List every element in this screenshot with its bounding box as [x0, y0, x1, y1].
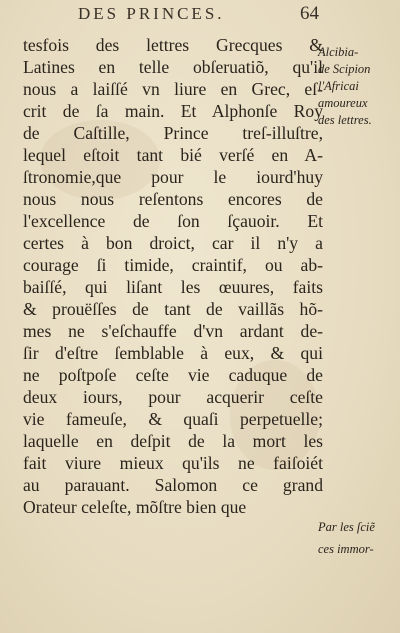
text-line: vie fameuſe, & quaſi perpetuelle;	[23, 409, 323, 429]
text-line: fait viure mieux qu'ils ne faiſoiét	[23, 453, 323, 473]
text-line: au parauant. Salomon ce grand	[23, 475, 323, 495]
text-line: baiſſé, qui liſant les œuures, faits	[23, 277, 323, 297]
text-line: l'excellence de ſon ſçauoir. Et	[23, 211, 323, 231]
margin-note-line: Alcibia-	[318, 45, 359, 59]
text-line: certes à bon droict, car il n'y a	[23, 233, 323, 253]
margin-note-lower	[318, 516, 375, 560]
text-line: ſir d'eſtre ſemblable à eux, & qui	[23, 343, 323, 363]
text-line: courage ſi timide, craintif, ou ab-	[23, 255, 323, 275]
running-head: DES PRINCES.	[78, 4, 225, 23]
body-text	[23, 34, 323, 518]
text-line: laquelle en deſpit de la mort les	[23, 431, 323, 451]
text-line: de Caſtille, Prince treſ-illuſtre,	[23, 123, 323, 143]
text-line: deux iours, pour acquerir ceſte	[23, 387, 323, 407]
text-line: tesfois des lettres Grecques &	[23, 35, 323, 55]
margin-note-line: amoureux	[318, 96, 368, 110]
margin-note-line: Par les ſciẽ	[318, 520, 375, 534]
text-line: nous nous reſentons encores de	[23, 189, 323, 209]
page-number: 64	[300, 3, 319, 24]
margin-note-line: des lettres.	[318, 113, 372, 127]
margin-note-line: l'Africai	[318, 79, 359, 93]
text-line: crit de ſa main. Et Alphonſe Roy	[23, 101, 323, 121]
text-line: nous a laiſſé vn liure en Grec, eſ-	[23, 79, 323, 99]
text-line: Latines en telle obſeruatiõ, qu'il	[23, 57, 323, 77]
text-line: mes ne s'eſchauffe d'vn ardant de-	[23, 321, 323, 341]
text-line: lequel eſtoit tant bié verſé en A-	[23, 145, 323, 165]
margin-notes	[318, 44, 398, 556]
margin-note-line: de Scipion	[318, 62, 371, 76]
margin-note-upper	[318, 44, 398, 129]
text-line: Orateur celeſte, mõſtre bien que	[23, 497, 247, 517]
text-line: & prouëſſes de tant de vaillãs hõ-	[23, 299, 323, 319]
text-line: ne poſtpoſe ceſte vie caduque de	[23, 365, 323, 385]
margin-note-line: ces immor-	[318, 542, 374, 556]
text-line: ſtronomie,que pour le iourd'huy	[23, 167, 323, 187]
